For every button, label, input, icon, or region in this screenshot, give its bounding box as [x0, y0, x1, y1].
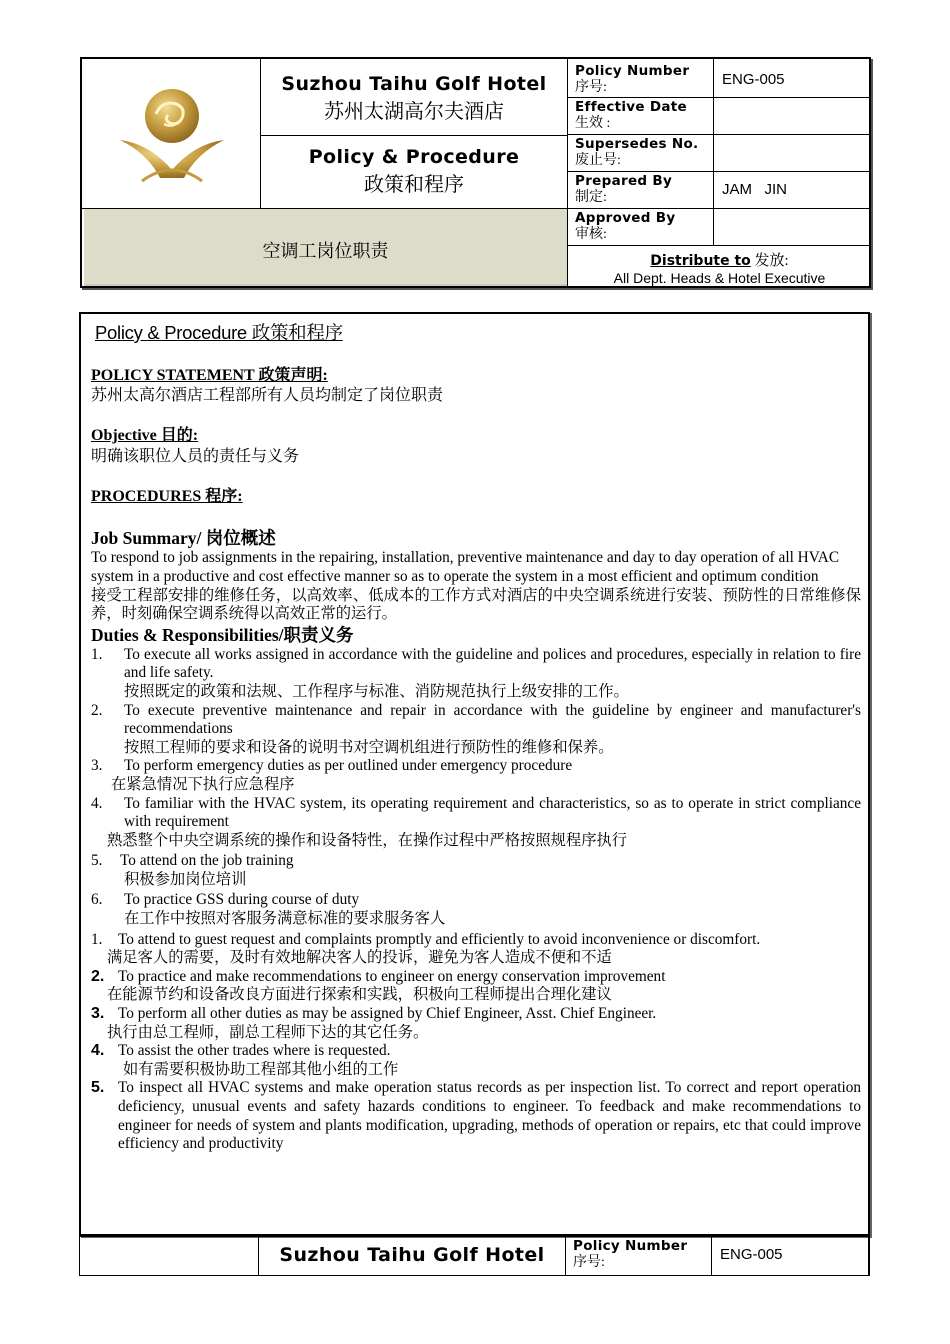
prepared-by-value: JAM JIN: [722, 181, 788, 198]
distribute-label-cn: 发放:: [750, 253, 789, 269]
footer-policy-number-label: Policy Number 序号:: [573, 1238, 688, 1270]
duty-item: 1. To attend to guest request and complaints promptly and efficiently to avoid inconvenience or discomfort. 满足客人的需要，及时有效地解决客人的投诉，避免为客人造成不便和不适: [91, 930, 761, 967]
doc-title-band: [84, 209, 567, 286]
hotel-logo: [112, 84, 232, 184]
body-title: Policy & Procedure 政策和程序: [95, 322, 343, 343]
policy-statement-heading: POLICY STATEMENT 政策声明:: [91, 366, 328, 384]
job-summary-heading: Job Summary/ 岗位概述: [91, 528, 276, 549]
hotel-name-en: Suzhou Taihu Golf Hotel: [281, 73, 547, 95]
header-table: [80, 57, 871, 288]
job-summary-en: To respond to job assignments in the repairing, installation, preventive maintenance and day to day operation of all HVAC system in a productive and cost effective manner so as to operate the system in a most efficient and optimum condition: [91, 549, 840, 585]
doc-title: 空调工岗位职责: [262, 241, 389, 262]
effective-date-label: Effective Date 生效 :: [575, 99, 687, 131]
footer-hotel-name: Suzhou Taihu Golf Hotel: [279, 1244, 545, 1266]
duty-item: 5. To inspect all HVAC systems and make operation status records as per inspection list. To correct and report operation deficiency, unusual events and safety hazards conditions to engineer. To feedback and make recommendations to engineer for needs of system and plants modification, upgrading, methods of operation or repairs, etc that could improve efficiency and productivity: [91, 1079, 861, 1153]
job-summary-cn: 接受工程部安排的维修任务，以高效率、低成本的工作方式对酒店的中央空调系统进行安装、预防性的日常维修保养，时刻确保空调系统得以高效正常的运行。: [91, 586, 861, 623]
objective-text: 明确该职位人员的责任与义务: [91, 447, 300, 465]
duties-heading: Duties & Responsibilities/职责义务: [91, 624, 354, 645]
policy-statement-text: 苏州太高尔酒店工程部所有人员均制定了岗位职责: [91, 387, 444, 405]
hotel-name-cn: 苏州太湖高尔夫酒店: [324, 101, 504, 123]
approved-by-label: Approved By 审核:: [575, 210, 676, 242]
duty-item: 4. To assist the other trades where is requested. 如有需要积极协助工程部其他小组的工作: [91, 1042, 399, 1078]
footer-table: [79, 1234, 870, 1276]
distribute-label: Distribute to: [650, 253, 751, 269]
duty-item: 2. To practice and make recommendations to engineer on energy conservation improvement 在能源节约和设备改良方面进行探索和实践，积极向工程师提出合理化建议: [91, 967, 666, 1004]
duty-item: 1. To execute all works assigned in accordance with the guideline and polices and procedures, especially in relation to fire and life safety. 按照既定的政策和法规、工作程序与标准、消防规范执行上级安排的工作。: [91, 645, 861, 700]
duty-item: 3. To perform emergency duties as per outlined under emergency procedure 在紧急情况下执行应急程序: [91, 757, 573, 793]
objective-heading: Objective 目的:: [91, 427, 199, 445]
duty-item: 2. To execute preventive maintenance and repair in accordance with the guideline by engineer and manufacturer's recommendations 按照工程师的要求和设备的说明书对空调机组进行预防性的维修和保养。: [91, 701, 861, 756]
duty-item: 4. To familiar with the HVAC system, its operating requirement and characteristics, so as to operate in strict compliance with requirement 熟悉整个中央空调系统的操作和设备特性，在操作过程中严格按照规程序执行: [91, 794, 861, 849]
duty-item: 5. To attend on the job training 积极参加岗位培训: [91, 852, 294, 888]
policy-number-value: ENG-005: [722, 71, 785, 88]
duty-item: 3. To perform all other duties as may be assigned by Chief Engineer, Asst. Chief Engineer. 执行由总工程师，副总工程师下达的其它任务。: [91, 1005, 657, 1041]
policy-body: [79, 312, 870, 1237]
procedures-heading: PROCEDURES 程序:: [91, 487, 243, 505]
doc-type-cn: 政策和程序: [364, 174, 464, 196]
distribute-block: [568, 249, 871, 286]
duty-item: 6. To practice GSS during course of duty 在工作中按照对客服务满意标准的要求服务客人: [91, 891, 446, 928]
prepared-by-label: Prepared By 制定:: [575, 173, 673, 205]
distribute-value: All Dept. Heads & Hotel Executive: [613, 270, 826, 286]
policy-number-label: Policy Number 序号:: [575, 63, 690, 95]
footer-policy-number-value: ENG-005: [720, 1246, 783, 1263]
doc-type-en: Policy & Procedure: [308, 146, 520, 168]
supersedes-label: Supersedes No. 废止号:: [575, 136, 699, 168]
